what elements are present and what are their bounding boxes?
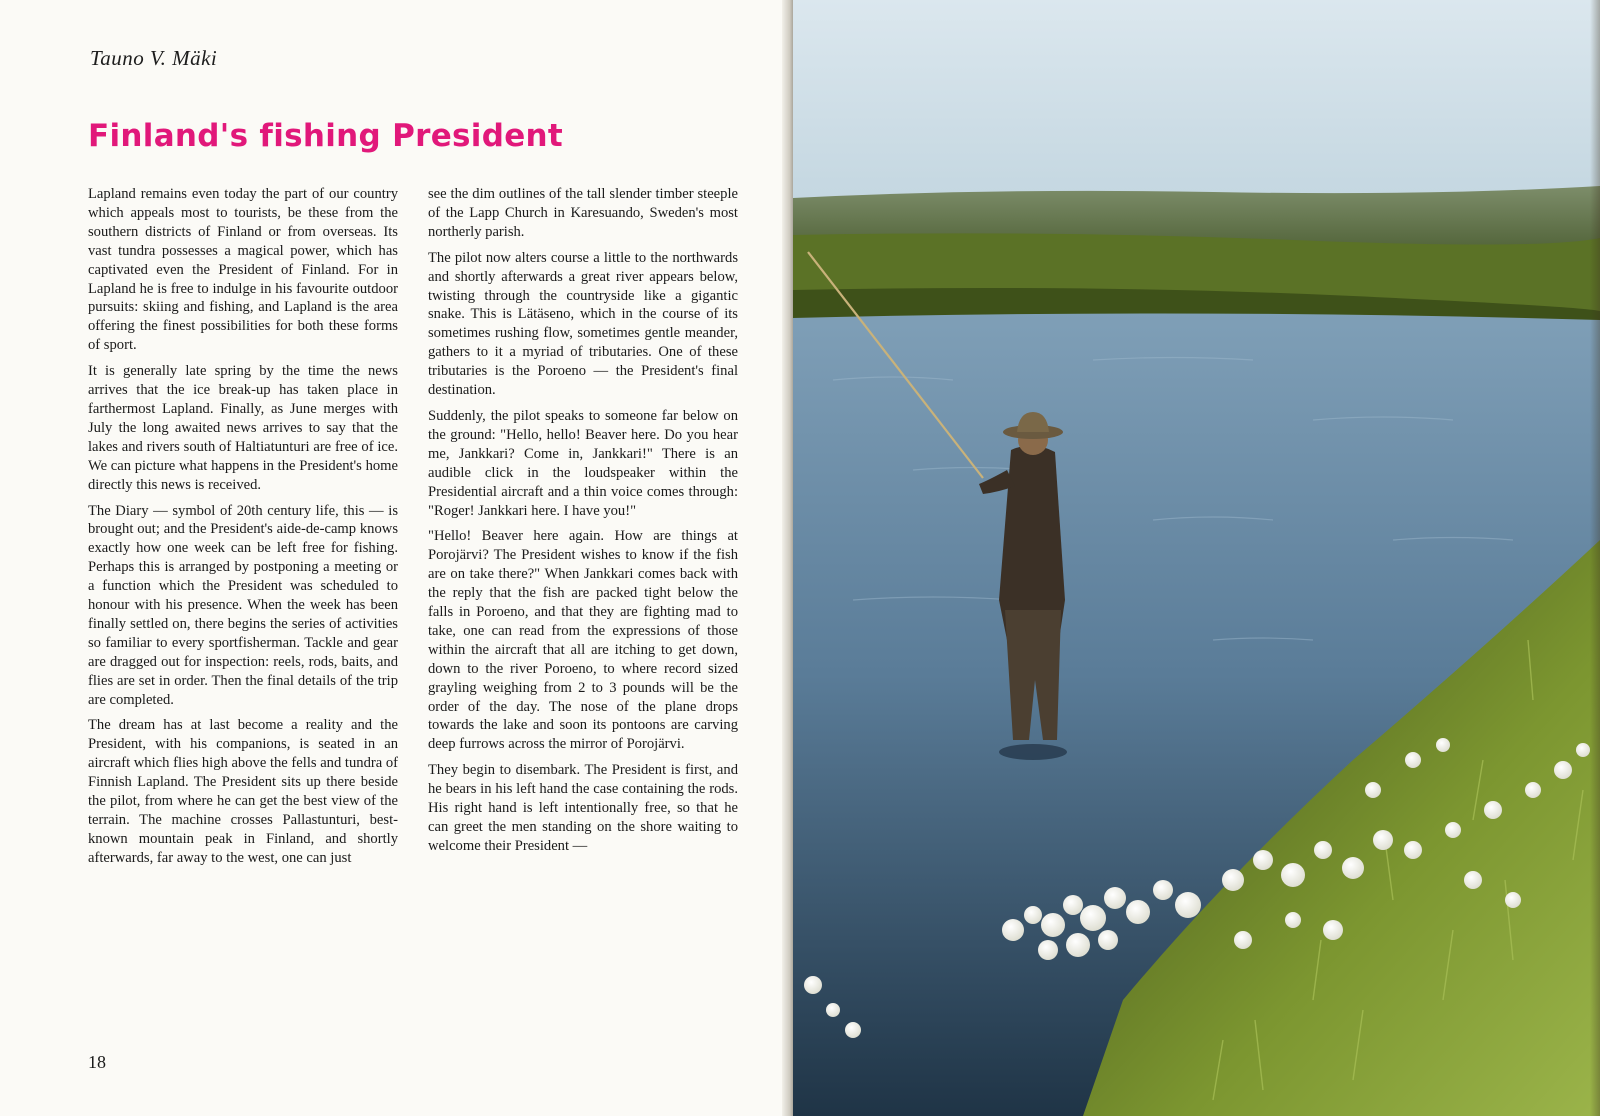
author-byline: Tauno V. Mäki bbox=[90, 46, 218, 70]
paragraph: They begin to disembark. The President is first, and he bears in his left hand the case containing the rods. His right hand is left intentionally free, so that he can greet the men standing on the shore waiting to welcome their President — bbox=[428, 762, 738, 854]
paragraph: see the dim outlines of the tall slender timber steeple of the Lapp Church in Karesuando, Sweden's most northerly parish. bbox=[428, 186, 738, 240]
right-page-photo bbox=[793, 0, 1600, 1116]
paragraph: The Diary — symbol of 20th century life, this — is brought out; and the President's aide-de-camp knows exactly how one week can be left free for fishing. Perhaps this is arranged by postponing a meeting or a function which the President was scheduled to honour with his presence. When the week has been finally settled on, there begins the series of activities so familiar to every sportfisherman. Tackle and gear are dragged out for inspection: reels, rods, baits, and flies are set in order. Then the final details of the trip are completed. bbox=[88, 502, 398, 708]
page-edge-shadow bbox=[1590, 0, 1600, 1116]
sky bbox=[793, 0, 1600, 210]
page-number: 18 bbox=[88, 1052, 106, 1072]
paragraph: Suddenly, the pilot speaks to someone far below on the ground: "Hello, hello! Beaver here. Do you hear me, Jankkari? Come in, Jankkari!" There is an audible click in the loudspeaker within the Presidential aircraft and a thin voice comes through: "Roger! Jankkari here. I have you!" bbox=[428, 407, 738, 519]
fishing-photo bbox=[793, 0, 1600, 1116]
left-page bbox=[0, 0, 790, 1116]
paragraph: "Hello! Beaver here again. How are things at Porojärvi? The President wishes to know if the fish are on take there?" When Jankkari comes back with the reply that the fish are packed tight below the falls in Poroeno, and that they are fighting mad to take, one can read from the expressions of those within the aircraft that all are itching to get down, down to the river Poroeno, to where record sized grayling weighing from 2 to 3 pounds will be the order of the day. The nose of the plane drops towards the lake and soon its pontoons are carving deep furrows across the mirror of Porojärvi. bbox=[428, 528, 738, 753]
paragraph: The dream has at last become a reality and the President, with his companions, is seated in an aircraft which flies high above the fells and tundra of Finnish Lapland. The President sits up there beside the pilot, from where he can get the best view of the terrain. The machine crosses Pallastunturi, best-known mountain peak in Finland, and shortly afterwards, far away to the west, one can just bbox=[88, 717, 399, 866]
paragraph: The pilot now alters course a little to the northwards and shortly afterwards a great river appears below, twisting through the countryside like a gigantic snake. This is Lätäseno, which in the course of its sometimes rushing flow, sometimes gentle meander, gathers to it a myriad of tributaries. One of these tributaries is the Poroeno — the President's final destination. bbox=[428, 249, 738, 399]
paragraph: It is generally late spring by the time the news arrives that the ice break-up has taken place in farthermost Lapland. Finally, as June merges with July the long awaited news arrives to say that the lakes and rivers south of Haltiatunturi are free of ice. We can picture what happens in the President's home directly this news is received. bbox=[88, 363, 398, 493]
article-title: Finland's fishing President bbox=[88, 118, 564, 154]
paragraph: Lapland remains even today the part of our country which appeals most to tourists, be these from the southern districts of Finland or from overseas. Its vast tundra possesses a magical power, which has captivated even the President of Finland. For in Lapland he is free to indulge in his favourite outdoor pursuits: skiing and fishing, and Lapland is the area offering the finest possibilities for both these forms of sport. bbox=[88, 186, 398, 354]
text-column-2 bbox=[428, 185, 738, 863]
text-column-1 bbox=[88, 185, 398, 875]
